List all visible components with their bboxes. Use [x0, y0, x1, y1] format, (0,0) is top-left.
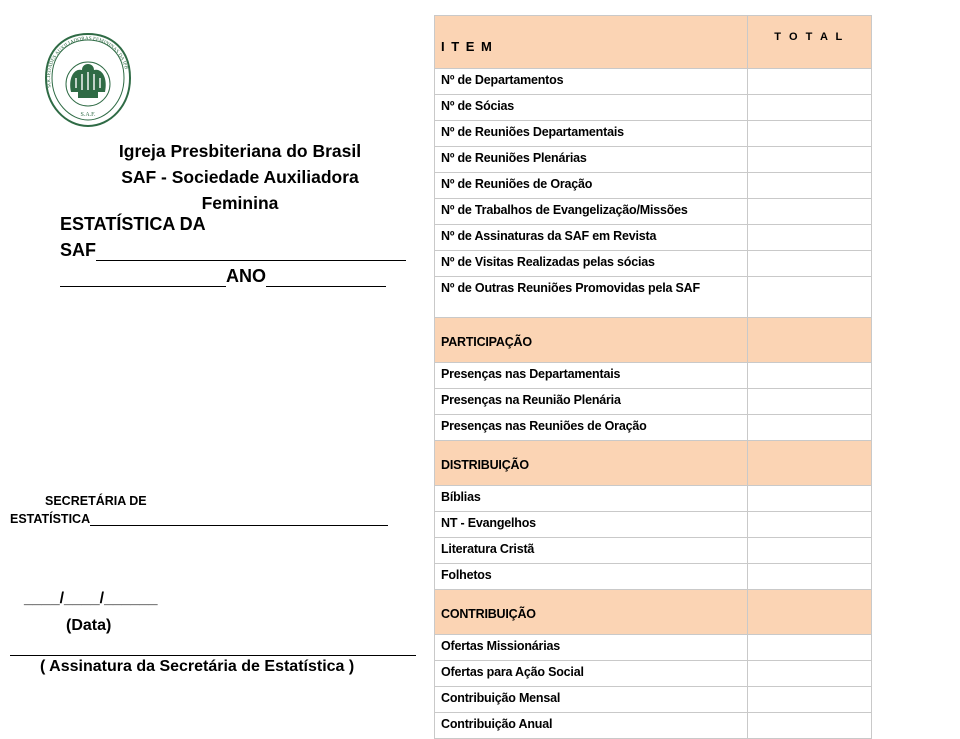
total-cell[interactable] — [748, 173, 872, 199]
table-row — [435, 687, 872, 713]
item-label: Nº de Reuniões Departamentais — [435, 121, 748, 147]
item-label: NT - Evangelhos — [435, 512, 748, 538]
table-row — [435, 199, 872, 225]
table-row — [435, 564, 872, 590]
org-line-3: Feminina — [201, 193, 279, 213]
total-cell[interactable] — [748, 277, 872, 318]
total-cell[interactable] — [748, 713, 872, 739]
table-row — [435, 538, 872, 564]
table-row — [435, 389, 872, 415]
saf-name-field[interactable] — [60, 240, 406, 261]
statistics-table — [434, 15, 872, 739]
org-line-1: Igreja Presbiteriana do Brasil — [118, 141, 362, 161]
header-item: I T E M — [435, 16, 748, 69]
table-row — [435, 512, 872, 538]
section-row-distribuicao — [435, 441, 872, 486]
total-cell[interactable] — [748, 147, 872, 173]
estatistica-label: ESTATÍSTICA — [10, 512, 91, 526]
item-label: Ofertas Missionárias — [435, 635, 748, 661]
table-header-row — [435, 16, 872, 69]
total-cell[interactable] — [748, 635, 872, 661]
total-cell[interactable] — [748, 415, 872, 441]
total-cell[interactable] — [748, 69, 872, 95]
table-row — [435, 277, 872, 318]
stat-title: ESTATÍSTICA DA — [60, 214, 206, 234]
total-cell[interactable] — [748, 564, 872, 590]
table-row — [435, 147, 872, 173]
section-title: DISTRIBUIÇÃO — [435, 441, 748, 486]
table-row — [435, 415, 872, 441]
year-field[interactable] — [60, 266, 386, 287]
saf-label: SAF — [60, 240, 96, 260]
logo-ring-text: SOCIEDADES AUXILIADORAS FEMININAS DA IPB — [45, 35, 129, 89]
date-label: (Data) — [66, 617, 112, 634]
total-cell[interactable] — [748, 95, 872, 121]
table-row — [435, 635, 872, 661]
table-row — [435, 661, 872, 687]
item-label: Literatura Cristã — [435, 538, 748, 564]
signature-label: ( Assinatura da Secretária de Estatística ) — [40, 658, 355, 675]
section-total-cell — [748, 441, 872, 486]
section-title: PARTICIPAÇÃO — [435, 318, 748, 363]
section-total-cell — [748, 318, 872, 363]
item-label: Nº de Departamentos — [435, 69, 748, 95]
item-label: Nº de Trabalhos de Evangelização/Missões — [435, 199, 748, 225]
section-total-cell — [748, 590, 872, 635]
total-cell[interactable] — [748, 512, 872, 538]
table-row — [435, 121, 872, 147]
total-cell[interactable] — [748, 251, 872, 277]
item-label: Presenças nas Reuniões de Oração — [435, 415, 748, 441]
total-cell[interactable] — [748, 389, 872, 415]
section-title: CONTRIBUIÇÃO — [435, 590, 748, 635]
item-label: Contribuição Mensal — [435, 687, 748, 713]
table-row — [435, 95, 872, 121]
item-label: Presenças na Reunião Plenária — [435, 389, 748, 415]
secretaria-label: SECRETÁRIA DE — [45, 494, 147, 508]
total-cell[interactable] — [748, 661, 872, 687]
item-label: Presenças nas Departamentais — [435, 363, 748, 389]
total-cell[interactable] — [748, 199, 872, 225]
table-row — [435, 486, 872, 512]
item-label: Bíblias — [435, 486, 748, 512]
item-label: Ofertas para Ação Social — [435, 661, 748, 687]
logo-bottom-text: S.A.F. — [80, 112, 96, 118]
signature-line[interactable] — [10, 655, 416, 656]
total-cell[interactable] — [748, 363, 872, 389]
ano-label: ANO — [226, 266, 266, 286]
table-row — [435, 69, 872, 95]
total-cell[interactable] — [748, 687, 872, 713]
org-line-2: SAF - Sociedade Auxiliadora — [121, 167, 359, 187]
item-label: Contribuição Anual — [435, 713, 748, 739]
total-cell[interactable] — [748, 538, 872, 564]
item-label: Nº de Reuniões de Oração — [435, 173, 748, 199]
item-label: Nº de Sócias — [435, 95, 748, 121]
item-label: Nº de Reuniões Plenárias — [435, 147, 748, 173]
total-cell[interactable] — [748, 486, 872, 512]
total-cell[interactable] — [748, 121, 872, 147]
saf-logo — [38, 30, 138, 130]
section-row-contribuicao — [435, 590, 872, 635]
organization-title — [70, 138, 410, 216]
table-row — [435, 363, 872, 389]
item-label: Nº de Assinaturas da SAF em Revista — [435, 225, 748, 251]
item-label: Nº de Outras Reuniões Promovidas pela SAF — [435, 277, 748, 318]
table-row — [435, 713, 872, 739]
item-label: Folhetos — [435, 564, 748, 590]
date-field[interactable]: ____/____/______ — [24, 590, 158, 607]
table-row — [435, 173, 872, 199]
section-row-participacao — [435, 318, 872, 363]
table-row — [435, 225, 872, 251]
total-cell[interactable] — [748, 225, 872, 251]
table-row — [435, 251, 872, 277]
header-total: T O T A L — [748, 16, 872, 69]
secretaria-name-field[interactable] — [10, 512, 388, 526]
item-label: Nº de Visitas Realizadas pelas sócias — [435, 251, 748, 277]
